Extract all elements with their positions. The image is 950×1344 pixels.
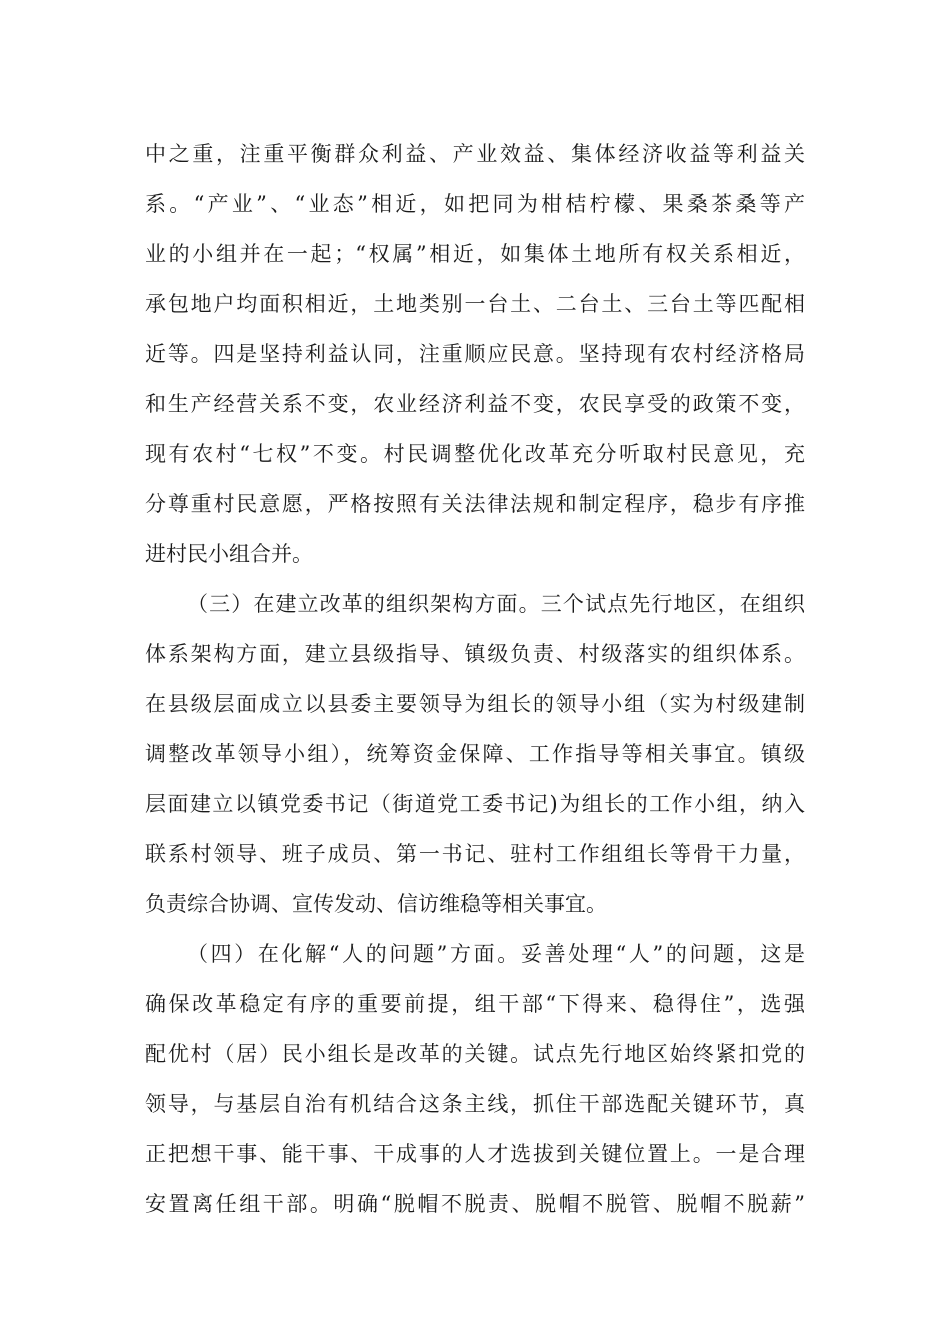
- text-line-16: 负责综合协调、宣传发动、信访维稳等相关事宜。: [145, 892, 607, 916]
- text-line-20: 领导，与基层自治有机结合这条主线，抓住干部选配关键环节，真: [145, 1092, 805, 1116]
- text-line-22: 安置离任组干部。明确“脱帽不脱责、脱帽不脱管、脱帽不脱薪”: [145, 1192, 805, 1216]
- text-line-13: 调整改革领导小组），统筹资金保障、工作指导等相关事宜。镇级: [145, 742, 805, 766]
- text-line-6: 和生产经营关系不变，农业经济利益不变，农民享受的政策不变，: [145, 392, 805, 416]
- text-line-9: 进村民小组合并。: [145, 542, 313, 566]
- text-line-7: 现有农村“七权”不变。村民调整优化改革充分听取村民意见，充: [145, 442, 805, 466]
- text-line-10: （三）在建立改革的组织架构方面。三个试点先行地区，在组织: [187, 592, 805, 616]
- text-line-15: 联系村领导、班子成员、第一书记、驻村工作组组长等骨干力量，: [145, 842, 805, 866]
- text-line-19: 配优村（居）民小组长是改革的关键。试点先行地区始终紧扣党的: [145, 1042, 805, 1066]
- text-line-3: 业的小组并在一起；“权属”相近，如集体土地所有权关系相近，: [145, 242, 805, 266]
- text-line-2: 系。“产业”、“业态”相近，如把同为柑桔柠檬、果桑茶桑等产: [145, 192, 805, 216]
- text-line-18: 确保改革稳定有序的重要前提，组干部“下得来、稳得住”，选强: [145, 992, 805, 1016]
- text-line-11: 体系架构方面，建立县级指导、镇级负责、村级落实的组织体系。: [145, 642, 805, 666]
- text-line-1: 中之重，注重平衡群众利益、产业效益、集体经济收益等利益关: [145, 142, 805, 166]
- text-line-12: 在县级层面成立以县委主要领导为组长的领导小组（实为村级建制: [145, 692, 805, 716]
- text-line-14: 层面建立以镇党委书记（街道党工委书记)为组长的工作小组，纳入: [145, 792, 805, 816]
- text-line-17: （四）在化解“人的问题”方面。妥善处理“人”的问题，这是: [187, 942, 805, 966]
- text-line-4: 承包地户均面积相近，土地类别一台土、二台土、三台土等匹配相: [145, 292, 805, 316]
- text-line-5: 近等。四是坚持利益认同，注重顺应民意。坚持现有农村经济格局: [145, 342, 805, 366]
- text-line-21: 正把想干事、能干事、干成事的人才选拔到关键位置上。一是合理: [145, 1142, 805, 1166]
- text-line-8: 分尊重村民意愿，严格按照有关法律法规和制定程序，稳步有序推: [145, 492, 805, 516]
